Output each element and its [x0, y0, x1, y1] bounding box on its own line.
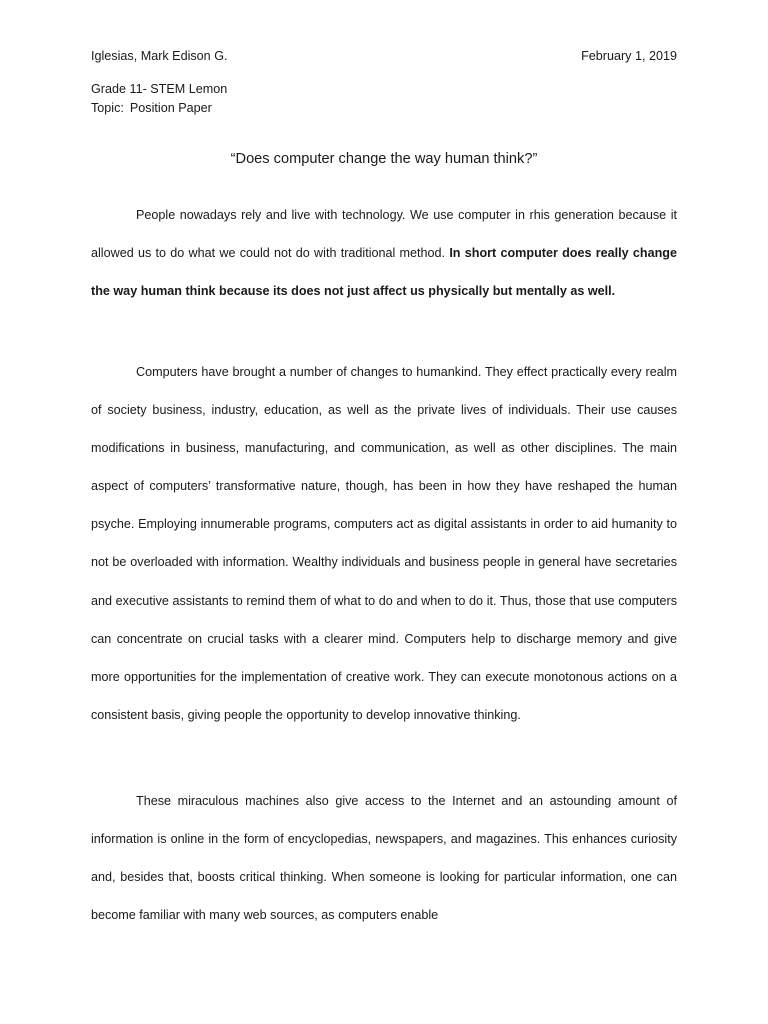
document-date: February 1, 2019 — [581, 49, 677, 63]
paragraph-1-text: People nowadays rely and live with technology. We use computer in rhis generation because it allowed us to do what we could not do with traditional method. — [91, 208, 677, 261]
paragraph-2-text: Computers have brought a number of changes to humankind. They effect practically every realm of society business, industry, education, as well as the private lives of individuals. Their use causes modifications in business, manufacturing, and communication, as well as other disciplines. The main aspect of computers’ transformative nature, though, has been in how they have reshaped the human psyche. Employing innumerable programs, computers act as digital assistants in order to aid humanity to not be overloaded with information. Wealthy individuals and business people in general have secretaries and executive assistants to remind them of what to do and when to do it. Thus, those that use computers can concentrate on crucial tasks with a clearer mind. Computers help to discharge memory and give more opportunities for the implementation of creative work. They can execute monotonous actions on a consistent basis, giving people the opportunity to develop innovative thinking. — [91, 365, 677, 722]
paragraph-3 — [91, 782, 677, 934]
paragraph-2 — [91, 353, 677, 734]
document-title: “Does computer change the way human think?” — [230, 151, 538, 167]
topic-line — [91, 100, 677, 116]
topic-value: Position Paper — [129, 101, 212, 115]
author-name: Iglesias, Mark Edison G. — [91, 49, 228, 63]
paragraph-1-bold-text: In short computer does really change the way human think because its does not just affect us physically but mentally as well. — [91, 246, 677, 299]
topic-label: Topic: — [91, 101, 124, 115]
paragraph-3-text: These miraculous machines also give access to the Internet and an astounding amount of information is online in the form of encyclopedias, newspapers, and magazines. This enhances curiosity and, besides that, boosts critical thinking. When someone is looking for particular information, one can become familiar with many web sources, as computers enable — [91, 794, 677, 923]
paragraph-1 — [91, 196, 677, 310]
header-row-name-date — [91, 48, 677, 64]
grade-section: Grade 11- STEM Lemon — [91, 82, 228, 96]
